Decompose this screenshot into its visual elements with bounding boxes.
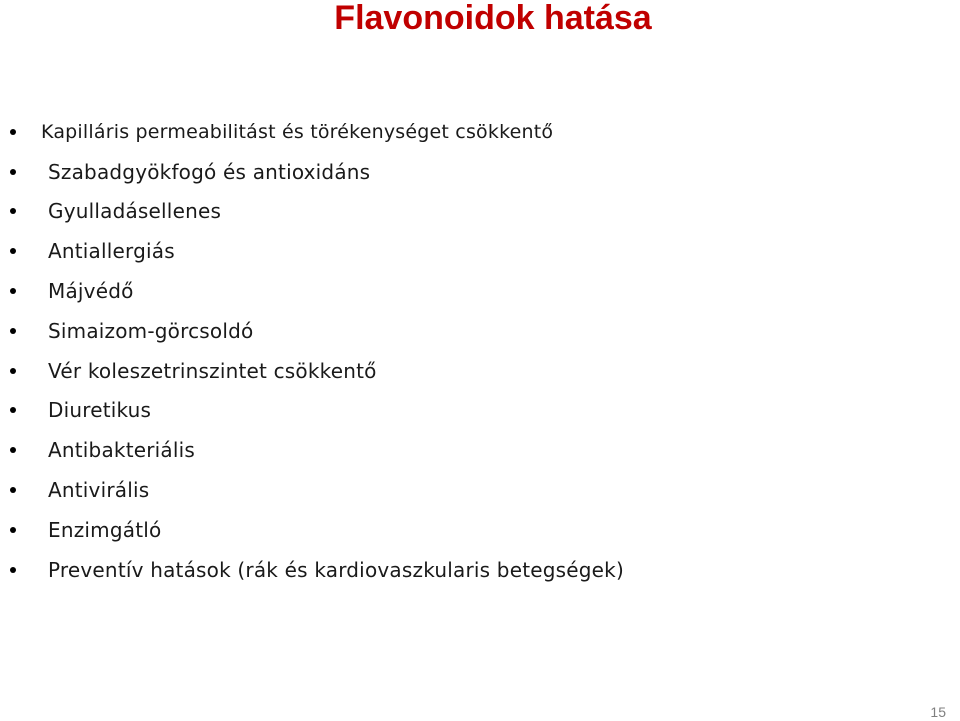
bullet-text: Szabadgyökfogó és antioxidáns: [48, 159, 371, 184]
bullet-text: Simaizom-görcsoldó: [48, 318, 254, 343]
bullet-text: Enzimgátló: [48, 517, 162, 542]
bullet-text: Antiallergiás: [48, 239, 175, 264]
bullet-dot-icon: [10, 407, 16, 413]
bullet-text: Preventív hatások (rák és kardiovaszkularis betegségek): [48, 557, 624, 582]
bullet-dot-icon: [10, 368, 16, 374]
bullet-dot-icon: [10, 129, 16, 135]
bullet-dot-icon: [10, 487, 16, 493]
bullet-dot-icon: [10, 248, 16, 254]
bullet-dot-icon: [10, 288, 16, 294]
bullet-dot-icon: [10, 567, 16, 573]
page-number: 15: [930, 704, 946, 720]
bullet-text: Antibakteriális: [48, 438, 196, 463]
bullet-dot-icon: [10, 208, 16, 214]
bullet-dot-icon: [10, 328, 16, 334]
bullet-text: Antivirális: [48, 478, 150, 503]
bullet-text: Vér koleszetrinszintet csökkentő: [48, 358, 377, 383]
slide-title: Flavonoidok hatása: [334, 0, 652, 37]
bullet-text: Májvédő: [48, 279, 134, 304]
bullet-dot-icon: [10, 447, 16, 453]
bullet-text: Gyulladásellenes: [48, 199, 222, 224]
bullet-text: Diuretikus: [48, 398, 152, 423]
bullet-text: Kapilláris permeabilitást és törékenységet csökkentő: [41, 120, 554, 143]
bullet-dot-icon: [10, 169, 16, 175]
bullet-dot-icon: [10, 527, 16, 533]
